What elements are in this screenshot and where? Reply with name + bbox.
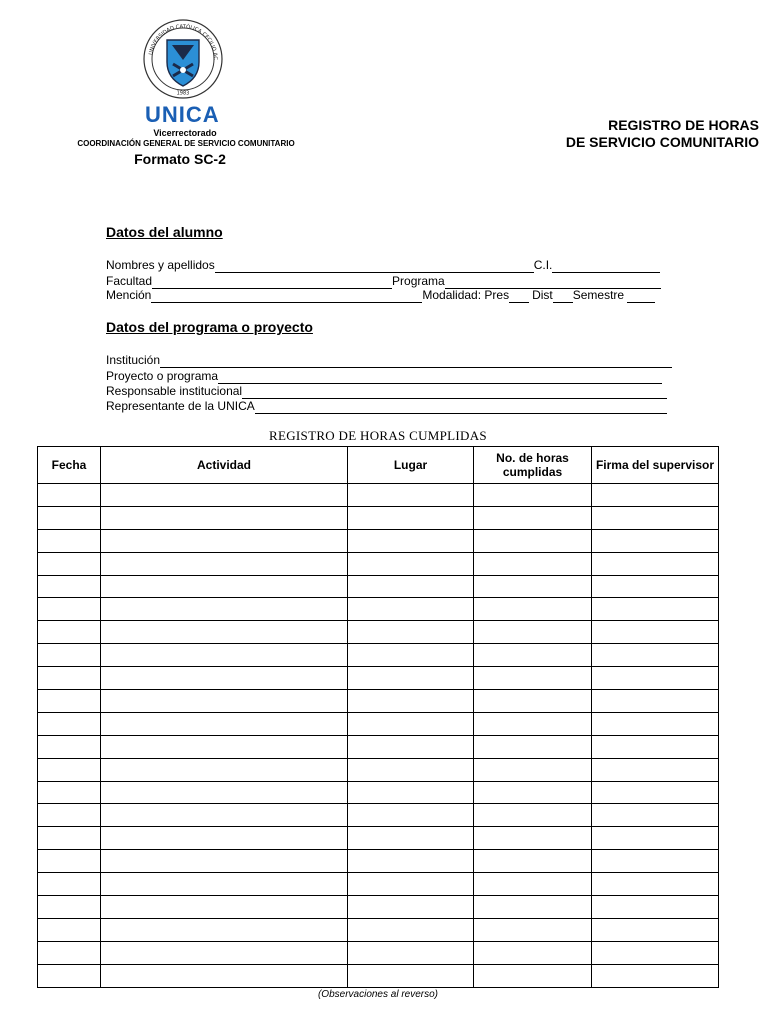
- institucion-row: [106, 353, 672, 368]
- cell-actividad[interactable]: [101, 644, 348, 667]
- table-row: [38, 964, 719, 987]
- seal-year: 1983: [176, 90, 190, 97]
- cell-actividad[interactable]: [101, 529, 348, 552]
- table-header-row: [38, 447, 719, 484]
- nombres-label: Nombres y apellidos: [106, 258, 215, 272]
- cell-horas[interactable]: [474, 621, 592, 644]
- table-caption: REGISTRO DE HORAS CUMPLIDAS: [269, 428, 487, 443]
- cell-firma[interactable]: [592, 598, 719, 621]
- responsable-label: Responsable institucional: [106, 384, 243, 398]
- cell-lugar[interactable]: [348, 529, 474, 552]
- ci-label: C.I.: [533, 258, 553, 272]
- cell-firma[interactable]: [592, 735, 719, 758]
- cell-fecha[interactable]: [38, 506, 101, 529]
- cell-fecha[interactable]: [38, 850, 101, 873]
- cell-actividad[interactable]: [101, 781, 348, 804]
- table-row: [38, 484, 719, 507]
- cell-lugar[interactable]: [348, 506, 474, 529]
- cell-actividad[interactable]: [101, 735, 348, 758]
- cell-lugar[interactable]: [348, 827, 474, 850]
- table-row: [38, 758, 719, 781]
- cell-fecha[interactable]: [38, 781, 101, 804]
- column-header-horas: No. de horas cumplidas: [474, 447, 592, 484]
- table-row: [38, 918, 719, 941]
- table-row: [38, 873, 719, 896]
- cell-lugar[interactable]: [348, 781, 474, 804]
- proyecto-field[interactable]: [218, 372, 662, 384]
- cell-horas[interactable]: [474, 827, 592, 850]
- cell-horas[interactable]: [474, 735, 592, 758]
- cell-horas[interactable]: [474, 575, 592, 598]
- cell-fecha[interactable]: [38, 964, 101, 987]
- representante-row: [106, 399, 667, 414]
- cell-firma[interactable]: [592, 712, 719, 735]
- cell-horas[interactable]: [474, 529, 592, 552]
- cell-fecha[interactable]: [38, 918, 101, 941]
- representante-label: Representante de la UNICA: [106, 399, 255, 413]
- cell-actividad[interactable]: [101, 484, 348, 507]
- cell-horas[interactable]: [474, 941, 592, 964]
- cell-lugar[interactable]: [348, 873, 474, 896]
- mencion-row: [106, 288, 655, 303]
- cell-fecha[interactable]: [38, 804, 101, 827]
- cell-horas[interactable]: [474, 712, 592, 735]
- cell-horas[interactable]: [474, 506, 592, 529]
- table-row: [38, 827, 719, 850]
- cell-firma[interactable]: [592, 644, 719, 667]
- cell-firma[interactable]: [592, 781, 719, 804]
- table-row: [38, 804, 719, 827]
- cell-firma[interactable]: [592, 804, 719, 827]
- cell-horas[interactable]: [474, 667, 592, 690]
- cell-firma[interactable]: [592, 506, 719, 529]
- institucion-label: Institución: [106, 353, 161, 367]
- cell-lugar[interactable]: [348, 552, 474, 575]
- cell-firma[interactable]: [592, 827, 719, 850]
- cell-horas[interactable]: [474, 804, 592, 827]
- table-row: [38, 529, 719, 552]
- cell-horas[interactable]: [474, 896, 592, 919]
- program-section-heading: Datos del programa o proyecto: [106, 319, 313, 335]
- cell-lugar[interactable]: [348, 690, 474, 713]
- column-header-actividad: Actividad: [101, 447, 348, 484]
- programa-label: Programa: [392, 274, 445, 288]
- seal-text: UNIVERSIDAD CATÓLICA CECILIO AC: [148, 23, 219, 61]
- responsable-field[interactable]: [242, 387, 667, 399]
- cell-fecha[interactable]: [38, 552, 101, 575]
- cell-actividad[interactable]: [101, 598, 348, 621]
- cell-lugar[interactable]: [348, 804, 474, 827]
- cell-lugar[interactable]: [348, 575, 474, 598]
- proyecto-row: [106, 369, 662, 384]
- hours-table: [37, 446, 719, 988]
- cell-firma[interactable]: [592, 918, 719, 941]
- cell-lugar[interactable]: [348, 621, 474, 644]
- dist-label: Dist: [532, 288, 553, 302]
- cell-horas[interactable]: [474, 484, 592, 507]
- cell-horas[interactable]: [474, 552, 592, 575]
- cell-fecha[interactable]: [38, 758, 101, 781]
- cell-firma[interactable]: [592, 621, 719, 644]
- cell-actividad[interactable]: [101, 712, 348, 735]
- cell-horas[interactable]: [474, 964, 592, 987]
- cell-actividad[interactable]: [101, 964, 348, 987]
- mencion-field[interactable]: [151, 291, 422, 303]
- university-seal-logo: [140, 18, 226, 100]
- cell-fecha[interactable]: [38, 575, 101, 598]
- table-row: [38, 850, 719, 873]
- cell-horas[interactable]: [474, 918, 592, 941]
- cell-horas[interactable]: [474, 598, 592, 621]
- modalidad-dist-field[interactable]: [553, 291, 573, 303]
- proyecto-label: Proyecto o programa: [106, 369, 219, 383]
- cell-actividad[interactable]: [101, 918, 348, 941]
- column-header-firma: Firma del supervisor: [592, 447, 719, 484]
- cell-fecha[interactable]: [38, 644, 101, 667]
- column-header-lugar: Lugar: [348, 447, 474, 484]
- cell-lugar[interactable]: [348, 484, 474, 507]
- cell-fecha[interactable]: [38, 735, 101, 758]
- cell-fecha[interactable]: [38, 621, 101, 644]
- modalidad-label: Modalidad: Pres: [422, 288, 510, 302]
- cell-fecha[interactable]: [38, 690, 101, 713]
- cell-horas[interactable]: [474, 758, 592, 781]
- cell-actividad[interactable]: [101, 873, 348, 896]
- cell-fecha[interactable]: [38, 667, 101, 690]
- table-row: [38, 575, 719, 598]
- responsable-row: [106, 384, 667, 399]
- representante-field[interactable]: [255, 402, 667, 414]
- cell-lugar[interactable]: [348, 735, 474, 758]
- cell-firma[interactable]: [592, 552, 719, 575]
- table-row: [38, 941, 719, 964]
- cell-lugar[interactable]: [348, 941, 474, 964]
- cell-fecha[interactable]: [38, 529, 101, 552]
- nombres-row: [106, 258, 660, 273]
- brand-wordmark: UNICA: [145, 102, 220, 122]
- cell-actividad[interactable]: [101, 850, 348, 873]
- cell-firma[interactable]: [592, 850, 719, 873]
- cell-actividad[interactable]: [101, 690, 348, 713]
- column-header-fecha: Fecha: [38, 447, 101, 484]
- ci-field[interactable]: [552, 261, 660, 273]
- semestre-field[interactable]: [627, 291, 655, 303]
- cell-horas[interactable]: [474, 781, 592, 804]
- observations-note: (Observaciones al reverso): [317, 989, 439, 1000]
- institucion-field[interactable]: [160, 356, 672, 368]
- cell-actividad[interactable]: [101, 804, 348, 827]
- cell-horas[interactable]: [474, 850, 592, 873]
- nombres-field[interactable]: [215, 261, 534, 273]
- table-row: [38, 712, 719, 735]
- document-title-line1: REGISTRO DE HORAS: [608, 117, 759, 133]
- cell-actividad[interactable]: [101, 621, 348, 644]
- cell-actividad[interactable]: [101, 896, 348, 919]
- table-row: [38, 690, 719, 713]
- cell-firma[interactable]: [592, 667, 719, 690]
- cell-horas[interactable]: [474, 690, 592, 713]
- cell-firma[interactable]: [592, 690, 719, 713]
- cell-firma[interactable]: [592, 941, 719, 964]
- cell-firma[interactable]: [592, 758, 719, 781]
- cell-fecha[interactable]: [38, 712, 101, 735]
- cell-actividad[interactable]: [101, 552, 348, 575]
- cell-firma[interactable]: [592, 575, 719, 598]
- table-row: [38, 735, 719, 758]
- cell-fecha[interactable]: [38, 873, 101, 896]
- cell-firma[interactable]: [592, 896, 719, 919]
- cell-actividad[interactable]: [101, 575, 348, 598]
- facultad-label: Facultad: [106, 274, 153, 288]
- cell-fecha[interactable]: [38, 896, 101, 919]
- cell-fecha[interactable]: [38, 484, 101, 507]
- cell-fecha[interactable]: [38, 941, 101, 964]
- table-row: [38, 598, 719, 621]
- coordinacion-label: COORDINACIÓN GENERAL DE SERVICIO COMUNITARIO: [77, 139, 295, 148]
- student-section-heading: Datos del alumno: [106, 224, 223, 240]
- cell-actividad[interactable]: [101, 941, 348, 964]
- form-code: Formato SC-2: [134, 151, 226, 167]
- cell-lugar[interactable]: [348, 644, 474, 667]
- cell-lugar[interactable]: [348, 712, 474, 735]
- cell-firma[interactable]: [592, 529, 719, 552]
- cell-fecha[interactable]: [38, 598, 101, 621]
- cell-actividad[interactable]: [101, 827, 348, 850]
- cell-actividad[interactable]: [101, 758, 348, 781]
- cell-firma[interactable]: [592, 484, 719, 507]
- cell-lugar[interactable]: [348, 598, 474, 621]
- cell-lugar[interactable]: [348, 667, 474, 690]
- cell-horas[interactable]: [474, 644, 592, 667]
- mencion-label: Mención: [106, 288, 152, 302]
- table-row: [38, 644, 719, 667]
- cell-lugar[interactable]: [348, 850, 474, 873]
- cell-firma[interactable]: [592, 964, 719, 987]
- cell-lugar[interactable]: [348, 896, 474, 919]
- facultad-row: [106, 274, 661, 289]
- cell-fecha[interactable]: [38, 827, 101, 850]
- modalidad-pres-field[interactable]: [509, 291, 529, 303]
- cell-horas[interactable]: [474, 873, 592, 896]
- cell-actividad[interactable]: [101, 506, 348, 529]
- table-row: [38, 896, 719, 919]
- table-row: [38, 621, 719, 644]
- table-row: [38, 552, 719, 575]
- cell-lugar[interactable]: [348, 918, 474, 941]
- semestre-label: Semestre: [572, 288, 625, 302]
- table-row: [38, 667, 719, 690]
- table-row: [38, 781, 719, 804]
- document-title-line2: DE SERVICIO COMUNITARIO: [565, 134, 759, 150]
- cell-firma[interactable]: [592, 873, 719, 896]
- cell-lugar[interactable]: [348, 758, 474, 781]
- table-row: [38, 506, 719, 529]
- vicerrectorado-label: Vicerrectorado: [153, 128, 217, 138]
- cell-actividad[interactable]: [101, 667, 348, 690]
- cell-lugar[interactable]: [348, 964, 474, 987]
